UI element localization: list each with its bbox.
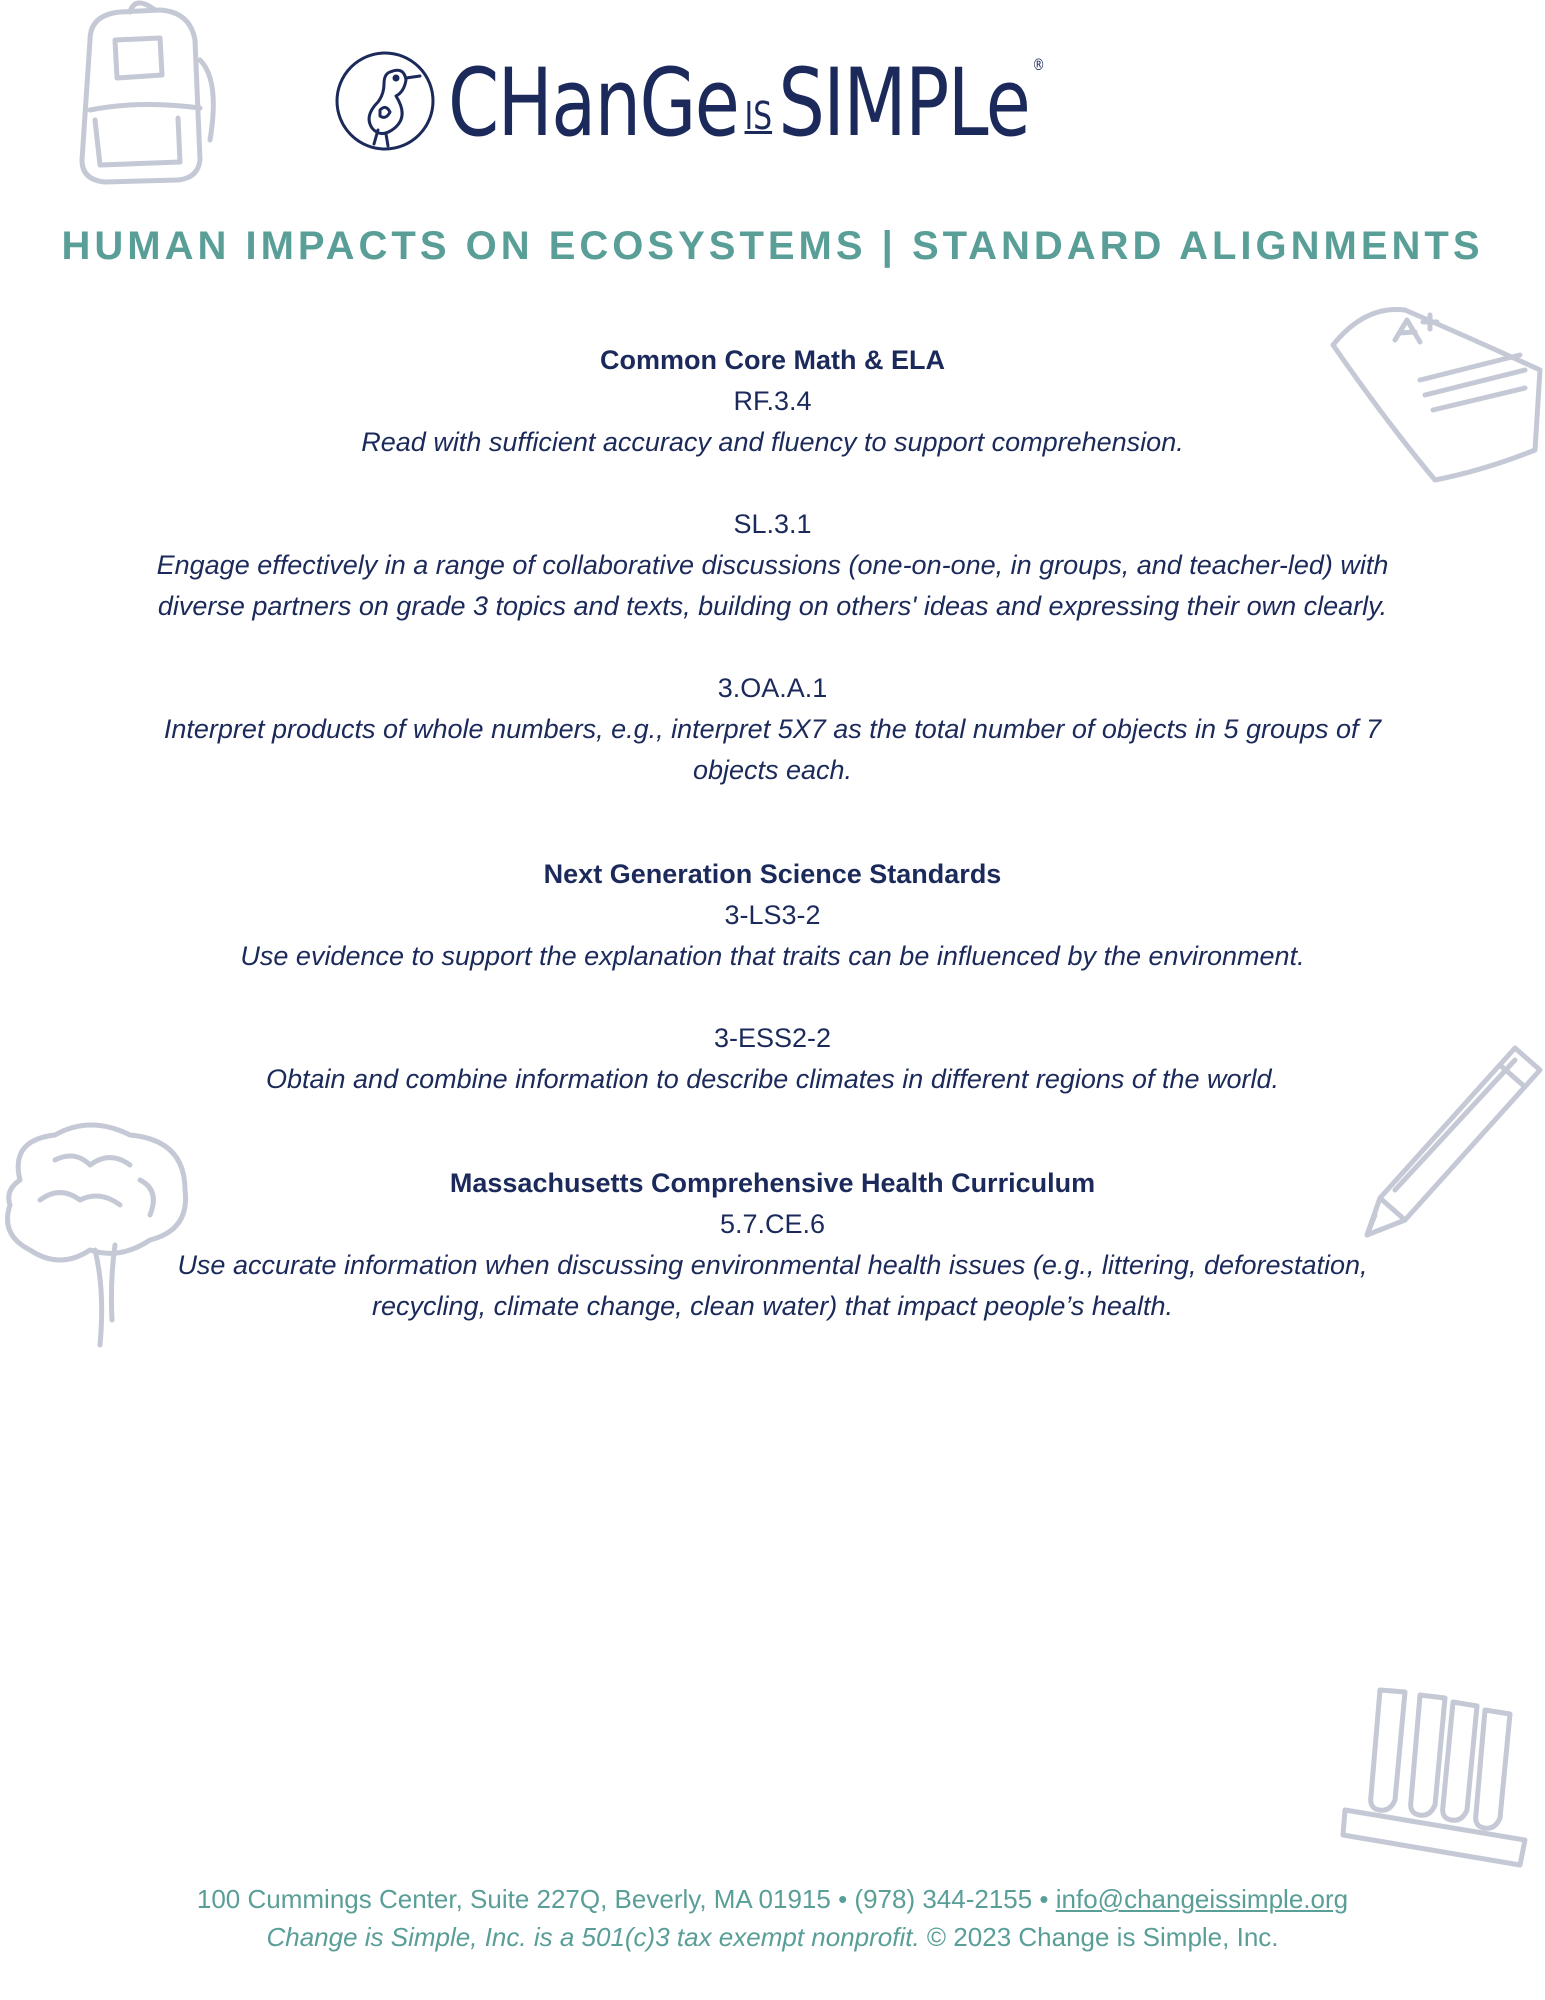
section-ngss — [130, 854, 1415, 1100]
footer-legal-line — [0, 1918, 1545, 1956]
footer-address: 100 Cummings Center, Suite 227Q, Beverly, MA 01915 • (978) 344-2155 • — [196, 1884, 1056, 1914]
standard-code: 3.OA.A.1 — [717, 673, 828, 703]
section-mass-health — [130, 1163, 1415, 1327]
nonprofit-statement: Change is Simple, Inc. is a 501(c)3 tax exempt nonprofit. — [266, 1922, 920, 1952]
standard-code: RF.3.4 — [733, 386, 812, 416]
section-heading: Next Generation Science Standards — [543, 859, 1002, 889]
standard-code: SL.3.1 — [733, 509, 812, 539]
logo-word-change: CHanGe — [447, 48, 739, 158]
page-title: HUMAN IMPACTS ON ECOSYSTEMS | STANDARD ALIGNMENTS — [61, 224, 1484, 268]
section-heading: Massachusetts Comprehensive Health Curriculum — [449, 1168, 1096, 1198]
standard-description: Read with sufficient accuracy and fluency to support comprehension. — [361, 427, 1184, 457]
email-link[interactable]: info@changeissimple.org — [1055, 1884, 1349, 1914]
footer-contact-line — [0, 1880, 1545, 1918]
standard-code: 3-LS3-2 — [724, 900, 821, 930]
standard-code: 3-ESS2-2 — [713, 1023, 832, 1053]
bird-logo-icon — [334, 50, 436, 157]
section-common-core — [130, 340, 1415, 791]
registered-mark: ® — [1032, 54, 1044, 74]
test-tubes-icon — [1335, 1680, 1535, 1880]
standard-description: Engage effectively in a range of collaborative discussions (one-on-one, in groups, and teacher-led) with diverse partners on grade 3 topics and texts, building on others' ideas and expressing their own clearly. — [156, 550, 1389, 621]
logo — [0, 50, 1545, 157]
standard-description: Use accurate information when discussing environmental health issues (e.g., littering, deforestation, recycling, climate change, clean water) that impact people’s health. — [177, 1250, 1368, 1321]
section-heading: Common Core Math & ELA — [599, 345, 945, 375]
logo-wordmark — [447, 48, 1044, 158]
standard-description: Use evidence to support the explanation that traits can be influenced by the environment. — [240, 941, 1305, 971]
logo-word-simple: SIMPLe — [778, 48, 1030, 158]
standard-description: Interpret products of whole numbers, e.g., interpret 5X7 as the total number of objects in 5 groups of 7 objects each. — [163, 714, 1382, 785]
standard-code: 5.7.CE.6 — [719, 1209, 826, 1239]
logo-word-is: IS — [744, 93, 772, 138]
standards-content — [130, 340, 1415, 1327]
footer — [0, 1880, 1545, 1956]
copyright: © 2023 Change is Simple, Inc. — [919, 1922, 1279, 1952]
standard-description: Obtain and combine information to describe climates in different regions of the world. — [265, 1064, 1280, 1094]
